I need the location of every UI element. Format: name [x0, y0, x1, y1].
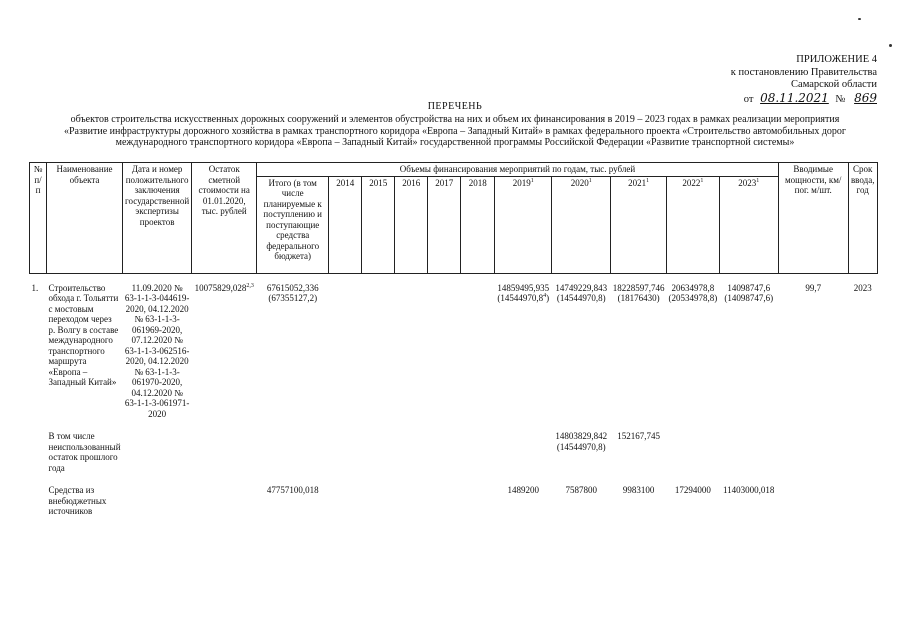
col-power-header: Вводимые мощности, км/пог. м/шт. — [778, 163, 848, 274]
date-prefix: от — [743, 93, 754, 105]
col-year-header: 2018 — [461, 176, 495, 273]
value-2022: 17294000 — [674, 485, 711, 495]
table-row — [30, 484, 878, 518]
value-2020: 14749229,843 (14544970,8) — [555, 282, 608, 303]
col-year-header: 2017 — [428, 176, 461, 273]
appendix-label: ПРИЛОЖЕНИЕ 4 — [796, 54, 877, 65]
value-2020: 7587800 — [565, 485, 597, 495]
remainder-value: 10075829,028$^{2,3}$ — [194, 282, 254, 293]
footnote-marker: 1 — [530, 177, 534, 184]
expertise-refs: 11.09.2020 № 63-1-1-3-044619-2020, 04.12.2020 № 63-1-1-3-061969-2020, 07.12.2020 № 63-1-1-3-062516-2020, 04.12.2020 № 63-1-1-3-061970-2020, 04.12.2020 № 63-1-1-3-061971-2020 — [124, 282, 190, 419]
document-heading: ПЕРЕЧЕНЬ — [427, 101, 483, 112]
value-2023: 11403000,018 — [722, 485, 775, 495]
col-num-header: № п/п — [30, 163, 47, 274]
col-year-header: 2016 — [395, 176, 428, 273]
subrow-name: В том числе неиспользованный остаток прошлого года — [48, 431, 121, 473]
col-year-header: 2014 — [329, 176, 362, 273]
footnote-marker: 1 — [700, 177, 704, 184]
footnote-marker: 1 — [646, 177, 650, 184]
title-line-3: международного транспортного коридора «Европа – Западный Китай» государственной программы Российской Федерации «Развитие транспортной системы» — [115, 137, 795, 148]
col-year-header: 2022$^1$ — [666, 176, 719, 273]
total-value: 47757100,018 — [266, 485, 319, 495]
value-2019: 14859495,935 (14544970,8$^4$) — [497, 282, 550, 303]
col-year-header: 2023$^1$ — [719, 176, 778, 273]
col-expertise-header: Дата и номер положительного заключения государственной экспертизы проектов — [123, 163, 192, 274]
col-remainder-header: Остаток сметной стоимости на 01.01.2020, тыс. рублей — [192, 163, 257, 274]
value-2021: 9983100 — [622, 485, 655, 495]
total-value: 67615052,336 (67355127,2) — [266, 282, 319, 303]
decree-line: к постановлению Правительства — [730, 66, 877, 78]
approval-header — [731, 54, 877, 106]
footnote-marker: 1 — [588, 177, 592, 184]
col-year-header: 2021$^1$ — [611, 176, 667, 273]
region-line: Самарской области — [791, 79, 877, 90]
row-number: 1. — [31, 282, 39, 293]
value-2020: 14803829,842 (14544970,8) — [555, 431, 608, 452]
power-value: 99,7 — [805, 282, 822, 293]
col-year-header: 2015 — [362, 176, 395, 273]
col-year-header: 2019$^1$ — [495, 176, 552, 273]
scan-speck — [858, 18, 861, 20]
col-year-header: 2020$^1$ — [552, 176, 611, 273]
col-name-header: Наименование объекта — [47, 163, 123, 274]
table-row — [30, 282, 878, 421]
value-2019: 1489200 — [507, 485, 539, 495]
footnote-marker: 4 — [543, 293, 547, 299]
value-2021: 18228597,746 (18176430) — [612, 282, 665, 303]
footnote-marker: 2,3 — [246, 282, 254, 289]
title-line-1: объектов строительства искусственных дорожных сооружений и элементов обустройства на них и объем их финансирования в 2019 – 2023 годах в рамках реализации мероприятия — [70, 114, 840, 125]
footnote-marker: 1 — [756, 177, 760, 184]
scan-speck — [889, 44, 892, 47]
number-prefix: № — [835, 93, 846, 105]
term-value: 2023 — [853, 282, 872, 293]
financing-table — [29, 162, 878, 518]
table-row — [30, 430, 878, 474]
col-volumes-header: Объемы финансирования мероприятий по годам, тыс. рублей — [257, 163, 779, 177]
value-2021: 152167,745 — [617, 431, 660, 441]
title-line-2: «Развитие инфраструктуры дорожного хозяйства в рамках транспортного коридора «Европа – Западный Китай» в рамках федерального проекта «Строительство автомобильных дорог — [63, 125, 847, 137]
decree-number: 869 — [854, 90, 877, 105]
object-name: Строительство обхода г. Тольятти с мостовым переходом через р. Волгу в составе международного транспортного маршрута «Европа – Западный Китай» — [48, 282, 119, 387]
col-term-header: Срок ввода, год — [848, 163, 877, 274]
decree-date: 08.11.2021 — [760, 90, 829, 105]
value-2023: 14098747,6 (14098747,6) — [724, 282, 774, 303]
col-total-header: Итого (в том числе планируемые к поступлению и поступающие средства федерального бюджета) — [257, 176, 329, 273]
subrow-name: Средства из внебюджетных источников — [48, 485, 107, 516]
value-2022: 20634978,8 (20534978,8) — [668, 282, 718, 303]
